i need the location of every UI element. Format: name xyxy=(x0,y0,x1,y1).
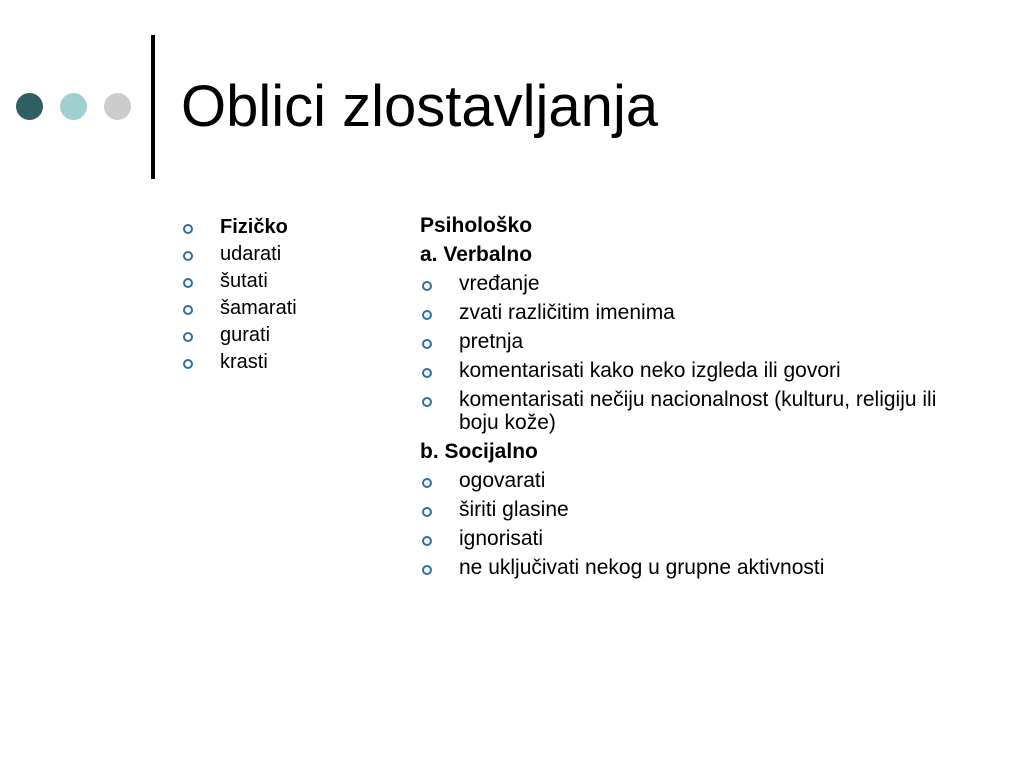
list-item-text: gurati xyxy=(220,324,271,346)
bullet-icon xyxy=(422,368,432,378)
bullet-icon xyxy=(183,251,193,261)
bullet-icon xyxy=(422,339,432,349)
gray-dot xyxy=(104,93,131,120)
bullet-icon xyxy=(183,278,193,288)
list-item-text: šamarati xyxy=(220,297,297,319)
psychological-abuse-list xyxy=(420,214,980,579)
list-item xyxy=(420,266,980,295)
list-item xyxy=(420,382,980,434)
title-divider xyxy=(151,35,155,179)
list-item-text: ogovarati xyxy=(459,469,546,492)
bullet-icon xyxy=(183,359,193,369)
list-item xyxy=(181,241,401,268)
list-item xyxy=(420,463,980,492)
social-heading: b. Socijalno xyxy=(420,440,538,463)
dark-dot xyxy=(16,93,43,120)
list-item-text: pretnja xyxy=(459,330,524,353)
list-item-text: šutati xyxy=(220,270,268,292)
list-item xyxy=(181,295,401,322)
list-item-text: ne uključivati nekog u grupne aktivnosti xyxy=(459,556,825,579)
list-item-text: komentarisati nečiju nacionalnost (kulturu, religiju ili boju kože) xyxy=(459,388,937,434)
bullet-icon xyxy=(422,565,432,575)
list-item xyxy=(420,550,980,579)
list-item xyxy=(181,349,401,376)
list-item-text: zvati različitim imenima xyxy=(459,301,675,324)
verbal-heading: a. Verbalno xyxy=(420,243,533,266)
bullet-icon xyxy=(422,536,432,546)
list-item xyxy=(181,268,401,295)
teal-dot xyxy=(60,93,87,120)
bullet-icon xyxy=(183,332,193,342)
list-item xyxy=(181,214,401,241)
bullet-icon xyxy=(422,397,432,407)
physical-heading: Fizičko xyxy=(220,216,288,238)
psychological-heading: Psihološko xyxy=(420,214,533,237)
list-item xyxy=(420,295,980,324)
list-item-text: udarati xyxy=(220,243,282,265)
list-item xyxy=(420,521,980,550)
bullet-icon xyxy=(422,310,432,320)
list-item xyxy=(181,322,401,349)
list-item-text: ignorisati xyxy=(459,527,544,550)
bullet-icon xyxy=(183,224,193,234)
list-item-text: vređanje xyxy=(459,272,540,295)
list-item-text: komentarisati kako neko izgleda ili govori xyxy=(459,359,841,382)
list-item xyxy=(420,492,980,521)
list-item-text: širiti glasine xyxy=(459,498,569,521)
slide-title: Oblici zlostavljanja xyxy=(181,74,659,139)
physical-abuse-list xyxy=(181,214,401,376)
bullet-icon xyxy=(422,281,432,291)
bullet-icon xyxy=(183,305,193,315)
list-item xyxy=(420,324,980,353)
bullet-icon xyxy=(422,507,432,517)
list-item xyxy=(420,353,980,382)
bullet-icon xyxy=(422,478,432,488)
decorative-dots xyxy=(16,93,136,123)
list-item-text: krasti xyxy=(220,351,268,373)
